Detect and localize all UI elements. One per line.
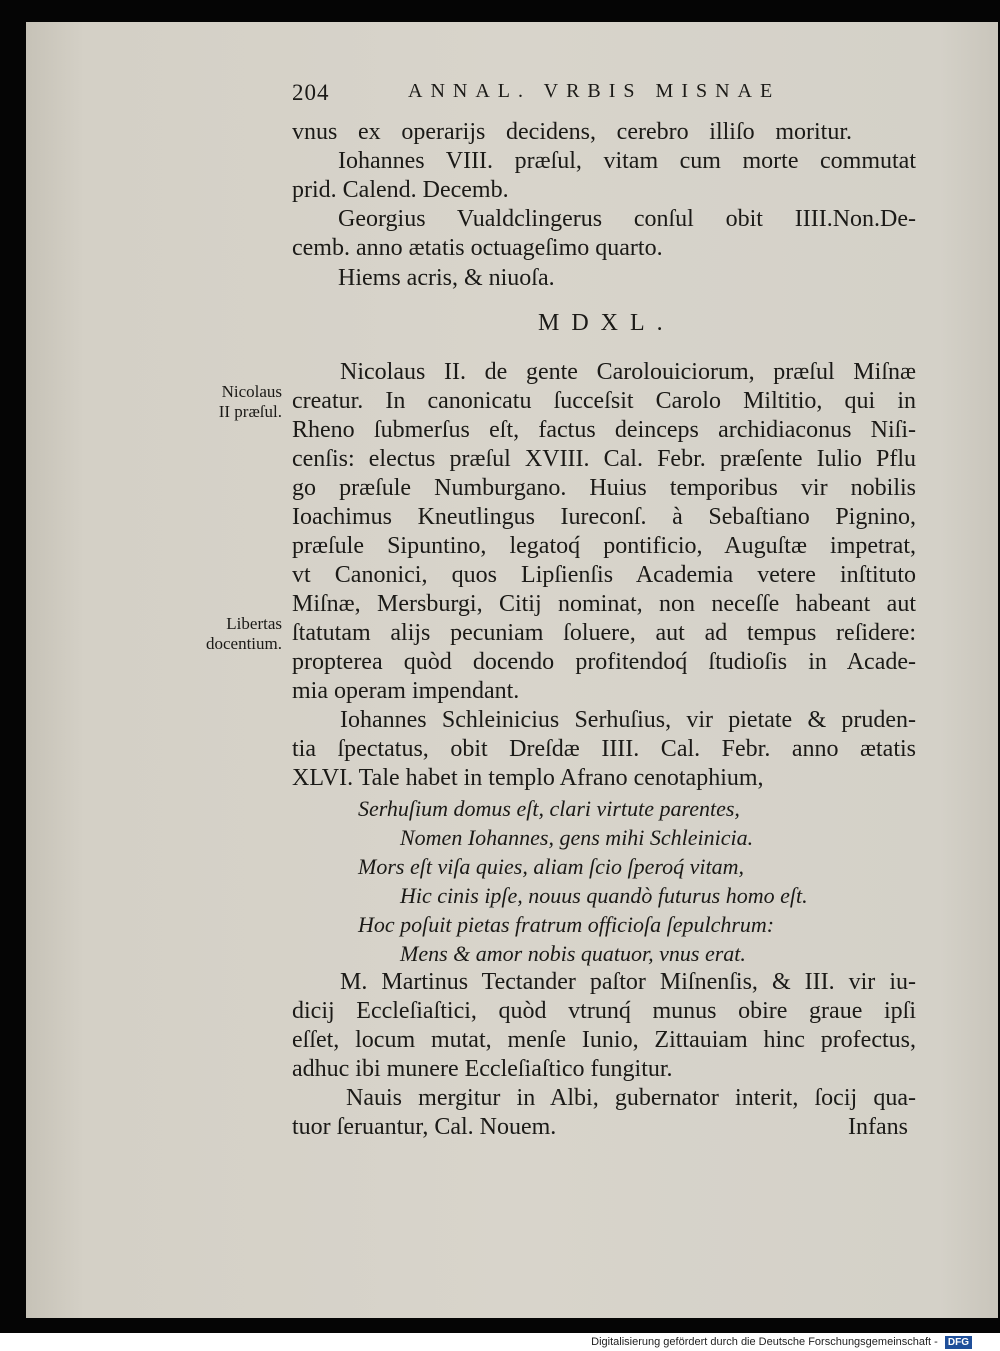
running-title: ANNAL. VRBIS MISNAE xyxy=(408,80,781,102)
text-line: XLVI. Tale habet in templo Afrano cenotaphium, xyxy=(292,765,764,791)
book-page xyxy=(26,22,998,1318)
text-line: ſtatutam alijs pecuniam ſoluere, aut ad tempus reſidere: xyxy=(292,620,916,646)
dfg-logo: DFG xyxy=(945,1336,972,1349)
catchword: Infans xyxy=(848,1114,908,1140)
text-line: propterea quòd docendo profitendoq́ ſtudioſis in Acade- xyxy=(292,649,916,675)
margin-note-line: Libertas xyxy=(226,614,282,633)
verse-line: Nomen Iohannes, gens mihi Schleinicia. xyxy=(400,825,754,850)
margin-note-libertas xyxy=(184,614,282,654)
text-line: adhuc ibi munere Eccleſiaſtico fungitur. xyxy=(292,1056,673,1082)
page-header xyxy=(292,80,892,110)
page-number: 204 xyxy=(292,80,330,105)
verse-line: Hoc poſuit pietas fratrum officioſa ſepulchrum: xyxy=(358,912,775,937)
text-line: Rheno ſubmerſus eſt, factus deinceps archidiaconus Niſi- xyxy=(292,417,916,443)
year-heading: MDXL. xyxy=(538,310,675,336)
footer-credit-text: Digitalisierung gefördert durch die Deutsche Forschungsgemeinschaft - xyxy=(591,1336,938,1348)
text-line: cemb. anno ætatis octuageſimo quarto. xyxy=(292,235,663,261)
text-line: mia operam impendant. xyxy=(292,678,520,704)
text-line: præſule Sipuntino, legatoq́ pontificio, Auguſtæ impetrat, xyxy=(292,533,916,559)
text-line: Nicolaus II. de gente Carolouiciorum, præſul Miſnæ xyxy=(340,359,916,385)
text-line: eſſet, locum mutat, menſe Iunio, Zittauiam hinc profectus, xyxy=(292,1027,916,1053)
margin-note-line: Nicolaus xyxy=(221,382,282,401)
text-line: Miſnæ, Mersburgi, Citij nominat, non neceſſe habeant aut xyxy=(292,591,916,617)
text-line: Georgius Vualdclingerus conſul obit IIII.Non.De- xyxy=(338,206,916,232)
verse-line: Serhuſium domus eſt, clari virtute parentes, xyxy=(358,796,740,821)
verse-line: Hic cinis ipſe, nouus quandò futurus homo eſt. xyxy=(400,883,808,908)
margin-note-nicolaus xyxy=(184,382,282,422)
verse-line: Mens & amor nobis quatuor, vnus erat. xyxy=(400,941,746,966)
text-line: Hiems acris, & niuoſa. xyxy=(338,265,555,291)
text-line: creatur. In canonicatu ſucceſsit Carolo Miltitio, qui in xyxy=(292,388,916,414)
text-line: tia ſpectatus, obit Dreſdæ IIII. Cal. Febr. anno ætatis xyxy=(292,736,916,762)
margin-note-line: docentium. xyxy=(205,634,282,653)
text-line: go præſule Numburgano. Huius temporibus vir nobilis xyxy=(292,475,916,501)
text-line: Nauis mergitur in Albi, gubernator interit, ſocij qua- xyxy=(346,1085,916,1111)
text-line: cenſis: electus præſul XVIII. Cal. Febr. præſente Iulio Pflu xyxy=(292,446,916,472)
text-line: Iohannes Schleinicius Serhuſius, vir pietate & pruden- xyxy=(340,707,916,733)
text-line: Iohannes VIII. præſul, vitam cum morte commutat xyxy=(338,148,916,174)
footer-credit xyxy=(591,1334,972,1350)
verse-line: Mors eſt viſa quies, aliam ſcio ſperoq́ vitam, xyxy=(358,854,744,879)
text-line: Ioachimus Kneutlingus Iureconſ. à Sebaſtiano Pignino, xyxy=(292,504,916,530)
text-line: tuor ſeruantur, Cal. Nouem. xyxy=(292,1114,557,1140)
text-line: M. Martinus Tectander paſtor Miſnenſis, & III. vir iu- xyxy=(340,969,916,995)
text-line: vt Canonici, quos Lipſienſis Academia vetere inſtituto xyxy=(292,562,916,588)
margin-note-line: II præſul. xyxy=(218,402,282,421)
text-line: vnus ex operarijs decidens, cerebro illiſo moritur. xyxy=(292,119,852,145)
text-line: prid. Calend. Decemb. xyxy=(292,177,509,203)
text-line: dicij Eccleſiaſtici, quòd vtrunq́ munus obire graue ipſi xyxy=(292,998,916,1024)
